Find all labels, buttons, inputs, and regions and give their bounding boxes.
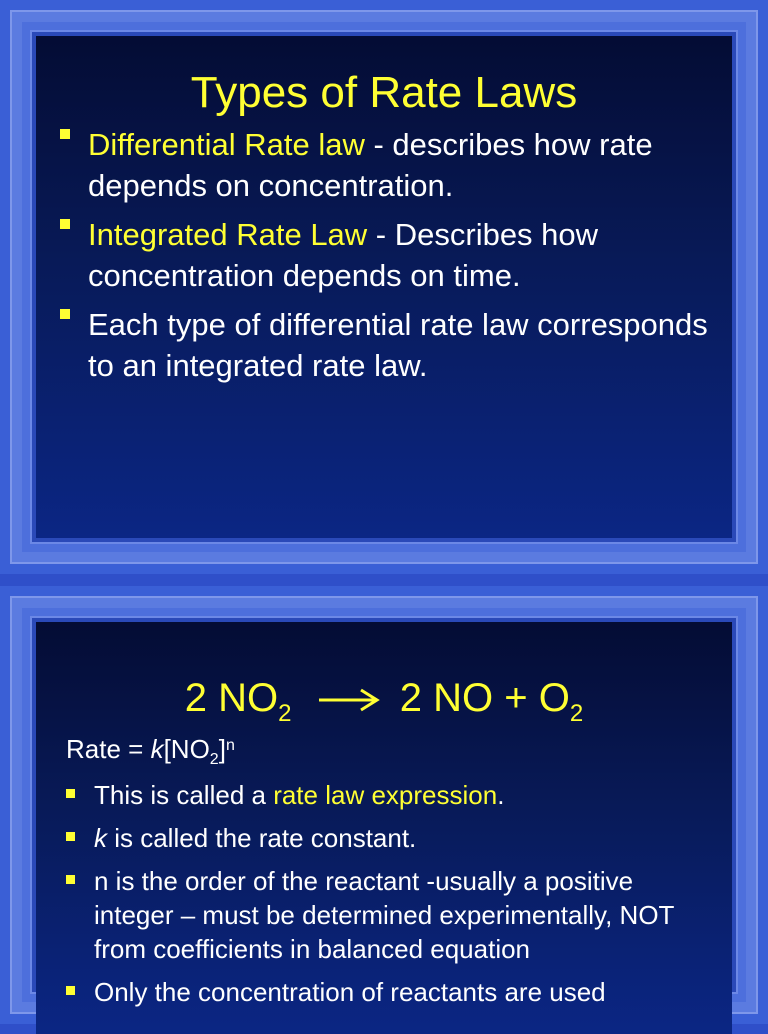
rate-constant-symbol: k [150,734,164,764]
bullet-text: Only the concentration of reactants are used [94,977,606,1007]
bullet-text: Each type of differential rate law corresponds to an integrated rate law. [88,307,708,383]
list-item [60,304,724,386]
square-bullet-icon [60,129,70,139]
bullet-text: This is called a [94,780,274,810]
term-highlight: Differential Rate law [88,127,365,162]
equation-reactant: 2 NO [184,676,279,720]
rate-open: [NO [163,734,210,764]
list-item [60,124,724,206]
list-item [60,214,724,296]
reaction-arrow-icon [319,687,381,713]
equation-subscript: 2 [278,700,292,727]
rate-prefix: Rate = [66,734,151,764]
slide-title: Types of Rate Laws [190,68,578,117]
reaction-equation [36,676,732,728]
term-highlight: rate law expression [273,780,498,810]
list-item [66,778,708,812]
bullet-text: - describes how rate depends on concentration. [88,127,653,203]
equation-products: 2 NO + O [399,676,570,720]
square-bullet-icon [66,986,75,995]
list-item [66,821,708,855]
slide-2 [0,586,768,1024]
bullet-text: n is the order of the reactant -usually a positive integer – must be determined experimentally, NOT from coefficients in balanced equation [94,866,674,964]
term-highlight: Integrated Rate Law [88,217,368,252]
bullet-text: is called the rate constant. [107,823,417,853]
bullet-text-end: . [497,780,505,810]
list-item [66,864,708,966]
square-bullet-icon [60,219,70,229]
rate-close: ] [218,734,226,764]
list-item [66,975,708,1009]
square-bullet-icon [66,832,75,841]
square-bullet-icon [66,875,75,884]
rate-subscript: 2 [209,751,219,768]
rate-order-exponent: n [225,737,235,754]
rate-constant-symbol: k [94,823,107,853]
rate-expression [66,734,235,769]
bullet-text: - Describes how concentration depends on time. [88,217,599,293]
square-bullet-icon [66,789,75,798]
slide-content [36,36,732,538]
bullet-list [60,124,724,394]
square-bullet-icon [60,309,70,319]
slide-content [36,622,732,1034]
equation-subscript: 2 [569,700,584,727]
bullet-list [66,778,708,1018]
